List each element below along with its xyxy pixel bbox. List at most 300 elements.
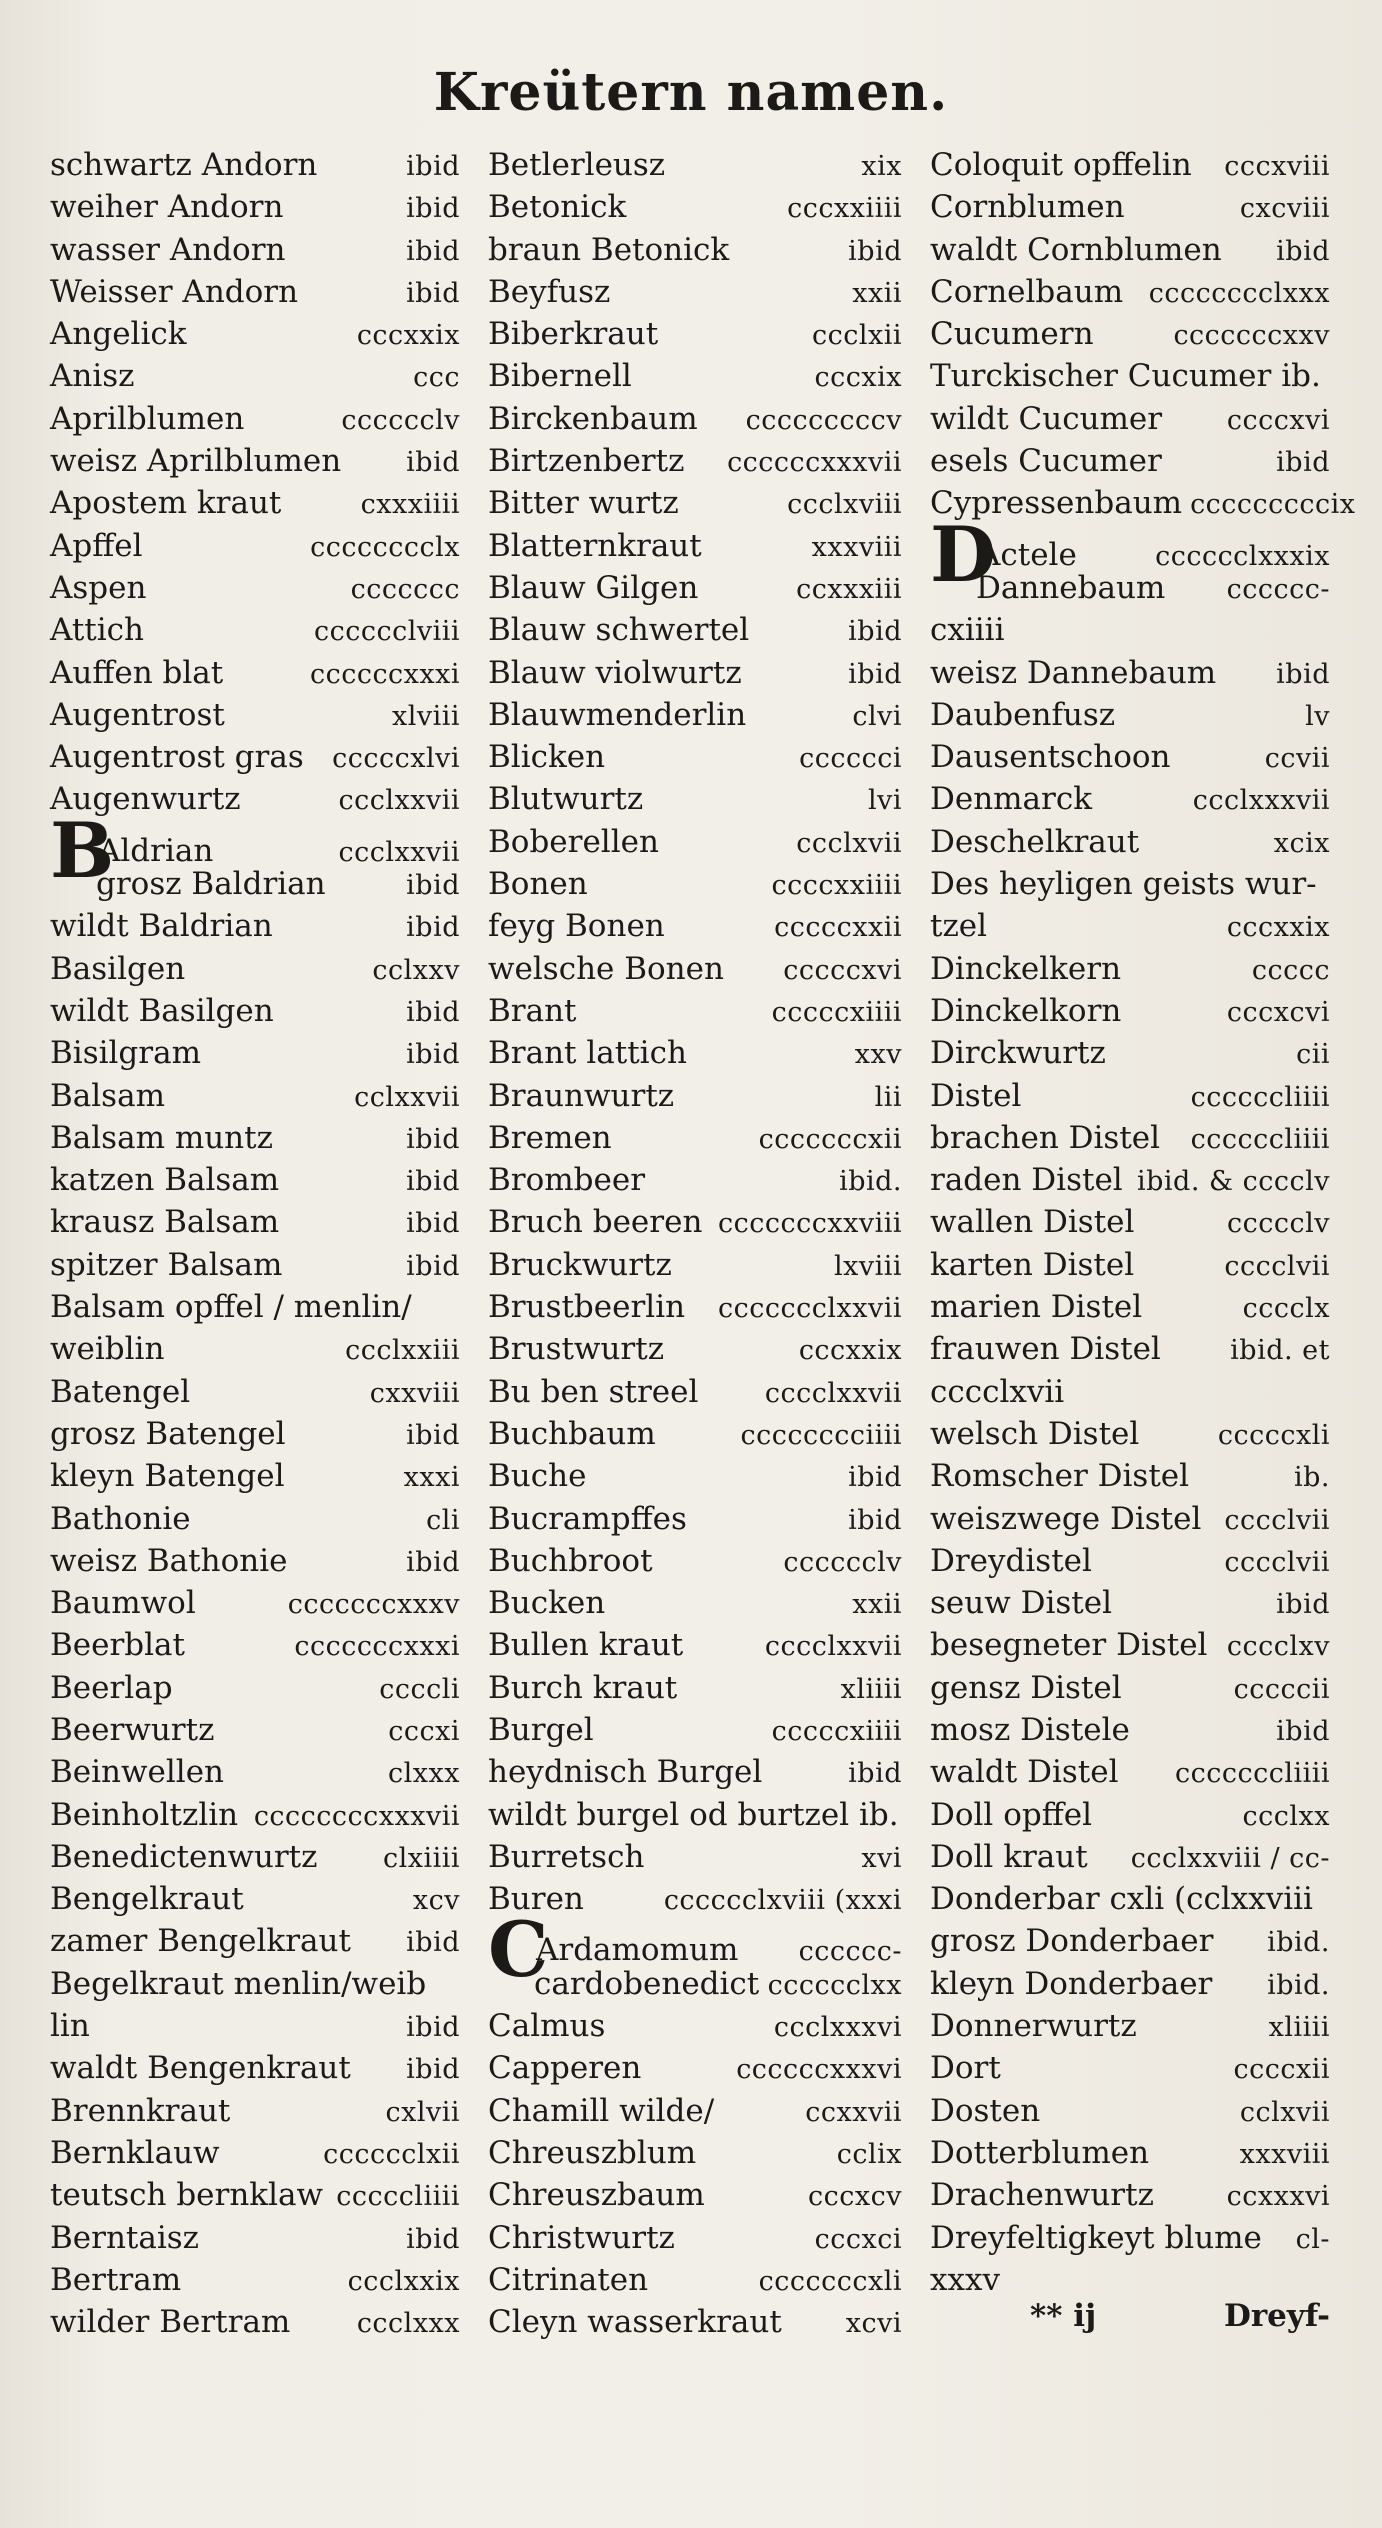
index-entry bbox=[50, 525, 460, 567]
entry-term bbox=[488, 1286, 685, 1328]
index-column-3 bbox=[930, 144, 1356, 2301]
entry-term-text: Basilgen bbox=[50, 950, 186, 987]
entry-folio: xxxviii bbox=[1239, 2138, 1330, 2170]
entry-term-text: Blutwurtz bbox=[488, 781, 644, 818]
entry-term bbox=[50, 694, 225, 736]
index-entry bbox=[50, 609, 460, 651]
entry-folio: cccccclviii bbox=[313, 616, 460, 648]
index-entry bbox=[930, 2259, 1330, 2301]
entry-folio: xxii bbox=[852, 1589, 902, 1621]
entry-term-text: Bruckwurtz bbox=[488, 1246, 672, 1283]
index-entry bbox=[50, 2047, 460, 2089]
entry-folio: cccxxix bbox=[1226, 912, 1330, 944]
entry-term bbox=[930, 778, 1092, 820]
entry-term-text: Blauwmenderlin bbox=[488, 696, 747, 733]
index-entry bbox=[930, 736, 1330, 778]
entry-folio: xlviii bbox=[391, 700, 460, 732]
entry-term-text: Blauw Gilgen bbox=[488, 569, 699, 606]
entry-folio: cccccxiiii bbox=[771, 1715, 902, 1747]
entry-term bbox=[488, 1117, 612, 1159]
entry-term bbox=[488, 863, 588, 905]
entry-term-text: Auffen blat bbox=[50, 654, 224, 691]
entry-term bbox=[50, 1878, 244, 1920]
entry-term-text: Dinckelkern bbox=[930, 950, 1122, 987]
entry-folio: ibid bbox=[848, 1504, 902, 1536]
index-entry bbox=[50, 1371, 460, 1413]
index-entry bbox=[488, 1032, 902, 1074]
entry-term-text: Apostem kraut bbox=[50, 485, 282, 522]
index-entry bbox=[488, 1963, 902, 2005]
entry-term bbox=[488, 1159, 645, 1201]
entry-term-text: Bitter wurtz bbox=[488, 485, 679, 522]
entry-folio: cccccccliiii bbox=[1174, 1758, 1330, 1790]
entry-term-text: Bisilgram bbox=[50, 1035, 201, 1072]
entry-folio: ibid. bbox=[839, 1166, 902, 1198]
entry-term-text: Bruch beeren bbox=[488, 1204, 703, 1241]
index-entry bbox=[50, 1963, 460, 2005]
entry-folio: cccccccccv bbox=[745, 404, 902, 436]
entry-term-text: Brant bbox=[488, 992, 577, 1029]
index-entry bbox=[930, 905, 1330, 947]
entry-term-text: Blatternkraut bbox=[488, 527, 702, 564]
entry-term-text: Beerwurtz bbox=[50, 1711, 215, 1748]
index-entry bbox=[50, 1709, 460, 1751]
entry-term bbox=[50, 398, 244, 440]
entry-term bbox=[50, 2301, 290, 2343]
index-entry bbox=[488, 694, 902, 736]
index-entry bbox=[488, 821, 902, 863]
index-entry bbox=[488, 567, 902, 609]
index-entry bbox=[488, 1201, 902, 1243]
entry-folio: ibid bbox=[406, 996, 460, 1028]
entry-term bbox=[930, 229, 1222, 271]
index-entry bbox=[488, 2090, 902, 2132]
index-entry bbox=[50, 186, 460, 228]
index-entry bbox=[488, 1836, 902, 1878]
entry-term-text: Bathonie bbox=[50, 1500, 191, 1537]
entry-term bbox=[488, 1836, 644, 1878]
entry-term-text: Romscher Distel bbox=[930, 1458, 1190, 1495]
entry-term bbox=[930, 652, 1216, 694]
entry-term-text: Angelick bbox=[50, 316, 187, 353]
index-entry bbox=[930, 271, 1330, 313]
entry-term-text: Denmarck bbox=[930, 781, 1093, 818]
entry-term bbox=[930, 1751, 1118, 1793]
entry-term-text: Benedictenwurtz bbox=[50, 1838, 318, 1875]
index-entry bbox=[930, 1709, 1330, 1751]
entry-term bbox=[930, 2005, 1137, 2047]
entry-folio: lvi bbox=[867, 785, 902, 817]
entry-term-text: karten Distel bbox=[930, 1246, 1135, 1283]
entry-term-text: grosz Baldrian bbox=[96, 866, 326, 903]
index-entry bbox=[930, 567, 1330, 609]
entry-folio: cxxxiiii bbox=[360, 489, 460, 521]
entry-term bbox=[50, 1498, 191, 1540]
entry-folio: cccxviii bbox=[1224, 151, 1330, 182]
entry-term-text: Balsam muntz bbox=[50, 1119, 273, 1156]
entry-term-text: Aspen bbox=[50, 569, 147, 606]
index-entry bbox=[50, 2301, 460, 2343]
entry-term bbox=[50, 2217, 199, 2259]
index-entry bbox=[50, 313, 460, 355]
index-entry bbox=[930, 778, 1330, 820]
entry-term-text: Dreyfeltigkeyt blume bbox=[930, 2219, 1262, 2256]
entry-term bbox=[534, 1963, 759, 2005]
entry-term-text: Doll kraut bbox=[930, 1838, 1088, 1875]
page-footer bbox=[1030, 2298, 1330, 2334]
entry-term bbox=[930, 2217, 1262, 2259]
entry-term bbox=[930, 313, 1094, 355]
entry-term bbox=[50, 736, 304, 778]
index-entry bbox=[50, 1201, 460, 1243]
entry-term-text: Bonen bbox=[488, 866, 588, 903]
entry-term-text: mosz Distele bbox=[930, 1711, 1130, 1748]
entry-folio: cccccccxxv bbox=[1173, 320, 1330, 352]
index-entry bbox=[930, 1540, 1330, 1582]
entry-folio: ccc bbox=[413, 362, 460, 394]
index-entry bbox=[50, 2090, 460, 2132]
entry-term-text: wildt Basilgen bbox=[50, 992, 274, 1029]
entry-term bbox=[930, 355, 1321, 397]
entry-term bbox=[50, 1540, 287, 1582]
index-entry bbox=[488, 2217, 902, 2259]
entry-term bbox=[50, 1624, 185, 1666]
entry-folio: ibid bbox=[1276, 1589, 1330, 1621]
entry-folio: ccclxxix bbox=[347, 2265, 460, 2297]
index-entry bbox=[488, 313, 902, 355]
index-entry bbox=[930, 694, 1330, 736]
entry-term bbox=[488, 2301, 782, 2343]
entry-term bbox=[50, 313, 187, 355]
entry-term bbox=[930, 144, 1192, 186]
entry-folio: cclxvii bbox=[1239, 2096, 1330, 2128]
entry-term-text: Chreuszbaum bbox=[488, 2177, 705, 2214]
entry-term bbox=[50, 905, 273, 947]
entry-folio: xxv bbox=[854, 1039, 902, 1071]
entry-folio: cccclx bbox=[1242, 1293, 1330, 1325]
entry-folio: xvi bbox=[861, 1842, 902, 1874]
entry-term-text: Weisser Andorn bbox=[50, 273, 299, 310]
entry-folio: cxcviii bbox=[1239, 193, 1330, 225]
index-entry bbox=[488, 440, 902, 482]
index-entry bbox=[50, 2259, 460, 2301]
entry-term-text: Donderbar cxli (cclxxviii bbox=[930, 1881, 1313, 1918]
entry-term-text: krausz Balsam bbox=[50, 1204, 280, 1241]
entry-term bbox=[930, 1498, 1201, 1540]
entry-term-text: esels Cucumer bbox=[930, 443, 1162, 480]
entry-folio: ccclxxvii bbox=[338, 785, 460, 817]
entry-term bbox=[50, 271, 298, 313]
entry-folio: ibid bbox=[406, 1250, 460, 1282]
entry-term-text: Bremen bbox=[488, 1119, 612, 1156]
index-entry bbox=[50, 2217, 460, 2259]
entry-term-text: weiblin bbox=[50, 1331, 165, 1368]
entry-term bbox=[930, 1328, 1161, 1370]
entry-term-text: cccclxvii bbox=[930, 1373, 1065, 1410]
entry-folio: cccccccciiii bbox=[740, 1419, 902, 1451]
entry-folio: ccccclv bbox=[1227, 1208, 1330, 1240]
entry-term bbox=[488, 1582, 605, 1624]
entry-folio: ibid. bbox=[1267, 1927, 1330, 1959]
entry-term-text: Bernklauw bbox=[50, 2134, 220, 2171]
entry-term-text: Bucrampffes bbox=[488, 1500, 687, 1537]
entry-term bbox=[50, 990, 274, 1032]
entry-folio: cccccccxxxi bbox=[294, 1631, 460, 1663]
entry-term-text: weiszwege Distel bbox=[930, 1500, 1202, 1537]
entry-term bbox=[50, 1075, 165, 1117]
entry-term-text: Beinholtzlin bbox=[50, 1796, 239, 1833]
entry-folio: cccxix bbox=[814, 362, 902, 394]
entry-term bbox=[50, 1117, 273, 1159]
index-entry bbox=[488, 1371, 902, 1413]
index-entry bbox=[50, 355, 460, 397]
index-entry bbox=[930, 313, 1330, 355]
entry-folio: cccxxix bbox=[798, 1335, 902, 1367]
index-entry bbox=[930, 1582, 1330, 1624]
index-entry bbox=[488, 186, 902, 228]
index-entry bbox=[488, 2301, 902, 2343]
entry-folio: cccccclxviii (xxxi bbox=[663, 1885, 902, 1917]
entry-term bbox=[50, 229, 286, 271]
entry-folio: cli bbox=[426, 1504, 460, 1536]
entry-term bbox=[50, 1794, 238, 1836]
entry-term bbox=[930, 1244, 1134, 1286]
entry-term bbox=[50, 2005, 90, 2047]
index-entry bbox=[488, 2005, 902, 2047]
entry-folio: cccclvii bbox=[1224, 1546, 1330, 1578]
entry-term bbox=[930, 1201, 1134, 1243]
entry-folio: ibid bbox=[1276, 447, 1330, 479]
entry-folio: ccccxii bbox=[1233, 2054, 1330, 2086]
index-entry bbox=[488, 905, 902, 947]
entry-term bbox=[50, 1582, 196, 1624]
entry-folio: cccccccccix bbox=[1190, 489, 1356, 521]
entry-term-text: Augenwurtz bbox=[50, 781, 241, 818]
entry-folio: clvi bbox=[852, 700, 902, 732]
entry-folio: xliiii bbox=[840, 1673, 902, 1705]
entry-term-text: Bengelkraut bbox=[50, 1881, 244, 1918]
entry-term-text: kleyn Batengel bbox=[50, 1458, 285, 1495]
entry-term bbox=[488, 2047, 641, 2089]
entry-folio: ibid bbox=[406, 193, 460, 225]
entry-term-text: Balsam opffel / menlin/ bbox=[50, 1289, 412, 1326]
index-entry bbox=[50, 905, 460, 947]
entry-term-text: Buren bbox=[488, 1881, 584, 1918]
entry-term-text: Anisz bbox=[50, 358, 135, 395]
index-entry bbox=[50, 271, 460, 313]
entry-folio: cclix bbox=[836, 2138, 902, 2170]
entry-term bbox=[930, 440, 1162, 482]
entry-term-text: Dotterblumen bbox=[930, 2134, 1150, 2171]
entry-folio: ibid. & cccclv bbox=[1137, 1166, 1330, 1198]
entry-term-text: Baumwol bbox=[50, 1585, 196, 1622]
entry-term bbox=[96, 863, 326, 905]
entry-folio: xix bbox=[861, 151, 902, 182]
entry-term bbox=[488, 1032, 687, 1074]
index-entry bbox=[488, 1075, 902, 1117]
entry-term bbox=[930, 2090, 1040, 2132]
entry-term bbox=[930, 1709, 1130, 1751]
entry-term-text: Batengel bbox=[50, 1373, 191, 1410]
entry-term bbox=[488, 1624, 683, 1666]
entry-term-text: Distel bbox=[930, 1077, 1022, 1114]
entry-folio: ccclxx bbox=[1242, 1800, 1330, 1832]
index-column-1 bbox=[50, 144, 460, 2343]
entry-term-text: wildt Baldrian bbox=[50, 908, 273, 945]
index-entry bbox=[50, 2005, 460, 2047]
index-entry bbox=[50, 1624, 460, 1666]
entry-term-text: cxiiii bbox=[930, 612, 1005, 649]
entry-term bbox=[50, 482, 281, 524]
entry-term bbox=[930, 1963, 1212, 2005]
entry-folio: ibid bbox=[406, 1927, 460, 1959]
index-entry bbox=[488, 948, 902, 990]
entry-term-text: Braunwurtz bbox=[488, 1077, 675, 1114]
entry-folio: cccccxlvi bbox=[332, 743, 460, 775]
index-entry bbox=[488, 1540, 902, 1582]
entry-folio: ibid bbox=[848, 616, 902, 648]
entry-folio: cclxxv bbox=[372, 954, 460, 986]
entry-term-text: Cypressenbaum bbox=[930, 485, 1183, 522]
entry-folio: ibid bbox=[406, 1123, 460, 1155]
entry-term-text: Begelkraut menlin/weib bbox=[50, 1965, 427, 2002]
entry-term-text: wilder Bertram bbox=[50, 2304, 291, 2341]
entry-term bbox=[50, 1159, 279, 1201]
entry-folio: ibid bbox=[1276, 658, 1330, 690]
entry-term bbox=[488, 186, 626, 228]
entry-folio: ccccc bbox=[1251, 954, 1330, 986]
entry-folio: ibid bbox=[406, 447, 460, 479]
entry-term bbox=[50, 1032, 201, 1074]
entry-term bbox=[50, 1244, 282, 1286]
index-entry bbox=[930, 2090, 1330, 2132]
index-entry bbox=[50, 1498, 460, 1540]
entry-folio: ccccccclxxvii bbox=[718, 1293, 902, 1325]
entry-folio: cccccxxii bbox=[774, 912, 902, 944]
entry-folio: cccccci bbox=[799, 743, 902, 775]
entry-folio: cccxxiiii bbox=[787, 193, 902, 225]
entry-folio: xxii bbox=[852, 277, 902, 309]
entry-term bbox=[50, 1201, 279, 1243]
index-entry bbox=[50, 863, 460, 905]
index-entry bbox=[488, 1286, 902, 1328]
entry-term-text: raden Distel bbox=[930, 1162, 1123, 1199]
entry-term-text: Chreuszblum bbox=[488, 2134, 697, 2171]
entry-folio: xcv bbox=[412, 1885, 460, 1917]
entry-term-text: Citrinaten bbox=[488, 2261, 649, 2298]
entry-folio: cccccccxii bbox=[758, 1123, 902, 1155]
entry-term-text: schwartz Andorn bbox=[50, 147, 318, 183]
entry-term-text: brachen Distel bbox=[930, 1119, 1161, 1156]
index-entry bbox=[50, 1413, 460, 1455]
entry-term bbox=[488, 2090, 714, 2132]
entry-term-text: Dirckwurtz bbox=[930, 1035, 1106, 1072]
entry-term-text: lin bbox=[50, 2008, 90, 2045]
entry-term-text: Cucumern bbox=[930, 316, 1094, 353]
index-entry bbox=[488, 482, 902, 524]
index-entry bbox=[930, 1667, 1330, 1709]
index-entry bbox=[50, 144, 460, 186]
entry-term-text: wallen Distel bbox=[930, 1204, 1135, 1241]
entry-term bbox=[930, 271, 1123, 313]
entry-term-text: wildt Cucumer bbox=[930, 400, 1163, 437]
entry-term bbox=[930, 1920, 1213, 1962]
entry-folio: ibid bbox=[848, 1758, 902, 1790]
entry-term bbox=[930, 2174, 1154, 2216]
entry-folio: ibid bbox=[1276, 235, 1330, 267]
entry-term-text: welsche Bonen bbox=[488, 950, 724, 987]
entry-folio: ibid bbox=[406, 2223, 460, 2255]
entry-term-text: Beinwellen bbox=[50, 1754, 225, 1791]
entry-term-text: Balsam bbox=[50, 1077, 165, 1114]
index-entry bbox=[488, 1709, 902, 1751]
entry-term bbox=[50, 186, 283, 228]
index-entry bbox=[50, 398, 460, 440]
entry-term bbox=[930, 1286, 1142, 1328]
entry-term-text: Beerblat bbox=[50, 1627, 185, 1664]
decorative-initial: C bbox=[488, 1905, 549, 1995]
entry-term-text: besegneter Distel bbox=[930, 1627, 1208, 1664]
entry-term-text: Blauw schwertel bbox=[488, 612, 750, 649]
decorative-initial: D bbox=[930, 509, 996, 599]
entry-term bbox=[488, 990, 577, 1032]
entry-folio: cccxxix bbox=[356, 320, 460, 352]
entry-term bbox=[488, 1201, 702, 1243]
index-entry bbox=[50, 1455, 460, 1497]
entry-folio: cccclvii bbox=[1224, 1250, 1330, 1282]
entry-folio: cccxci bbox=[814, 2223, 902, 2255]
index-entry bbox=[488, 1117, 902, 1159]
entry-folio: lv bbox=[1305, 700, 1330, 732]
index-entry bbox=[50, 1878, 460, 1920]
entry-term bbox=[930, 609, 1005, 651]
index-entry bbox=[50, 1244, 460, 1286]
entry-folio: ibid bbox=[406, 151, 460, 182]
entry-term bbox=[488, 525, 702, 567]
entry-term-text: katzen Balsam bbox=[50, 1162, 280, 1199]
entry-folio: ccccccc bbox=[350, 573, 460, 605]
signature-mark: ** ij bbox=[1030, 2298, 1097, 2334]
entry-term bbox=[488, 440, 684, 482]
index-entry bbox=[50, 1751, 460, 1793]
entry-term bbox=[930, 821, 1139, 863]
index-entry bbox=[930, 863, 1330, 905]
index-entry bbox=[488, 2132, 902, 2174]
entry-term bbox=[930, 948, 1121, 990]
entry-term-text: spitzer Balsam bbox=[50, 1246, 283, 1283]
index-entry bbox=[488, 1624, 902, 1666]
entry-term bbox=[930, 1117, 1160, 1159]
entry-folio: ibid bbox=[1276, 1715, 1330, 1747]
entry-term bbox=[930, 2259, 1000, 2301]
entry-term bbox=[930, 2047, 1001, 2089]
entry-folio: ibid bbox=[406, 2054, 460, 2086]
index-entry bbox=[930, 1455, 1330, 1497]
entry-term bbox=[50, 1371, 190, 1413]
index-entry bbox=[930, 1624, 1330, 1666]
entry-folio: cccccccxli bbox=[758, 2265, 902, 2297]
index-entry bbox=[930, 2174, 1330, 2216]
entry-folio: ccclxii bbox=[812, 320, 902, 352]
index-entry bbox=[50, 990, 460, 1032]
entry-term bbox=[976, 567, 1165, 609]
entry-term bbox=[488, 2174, 705, 2216]
index-entry bbox=[50, 1075, 460, 1117]
index-entry bbox=[488, 144, 902, 186]
entry-term-text: Berntaisz bbox=[50, 2219, 200, 2256]
index-entry bbox=[488, 398, 902, 440]
entry-term bbox=[930, 1455, 1189, 1497]
